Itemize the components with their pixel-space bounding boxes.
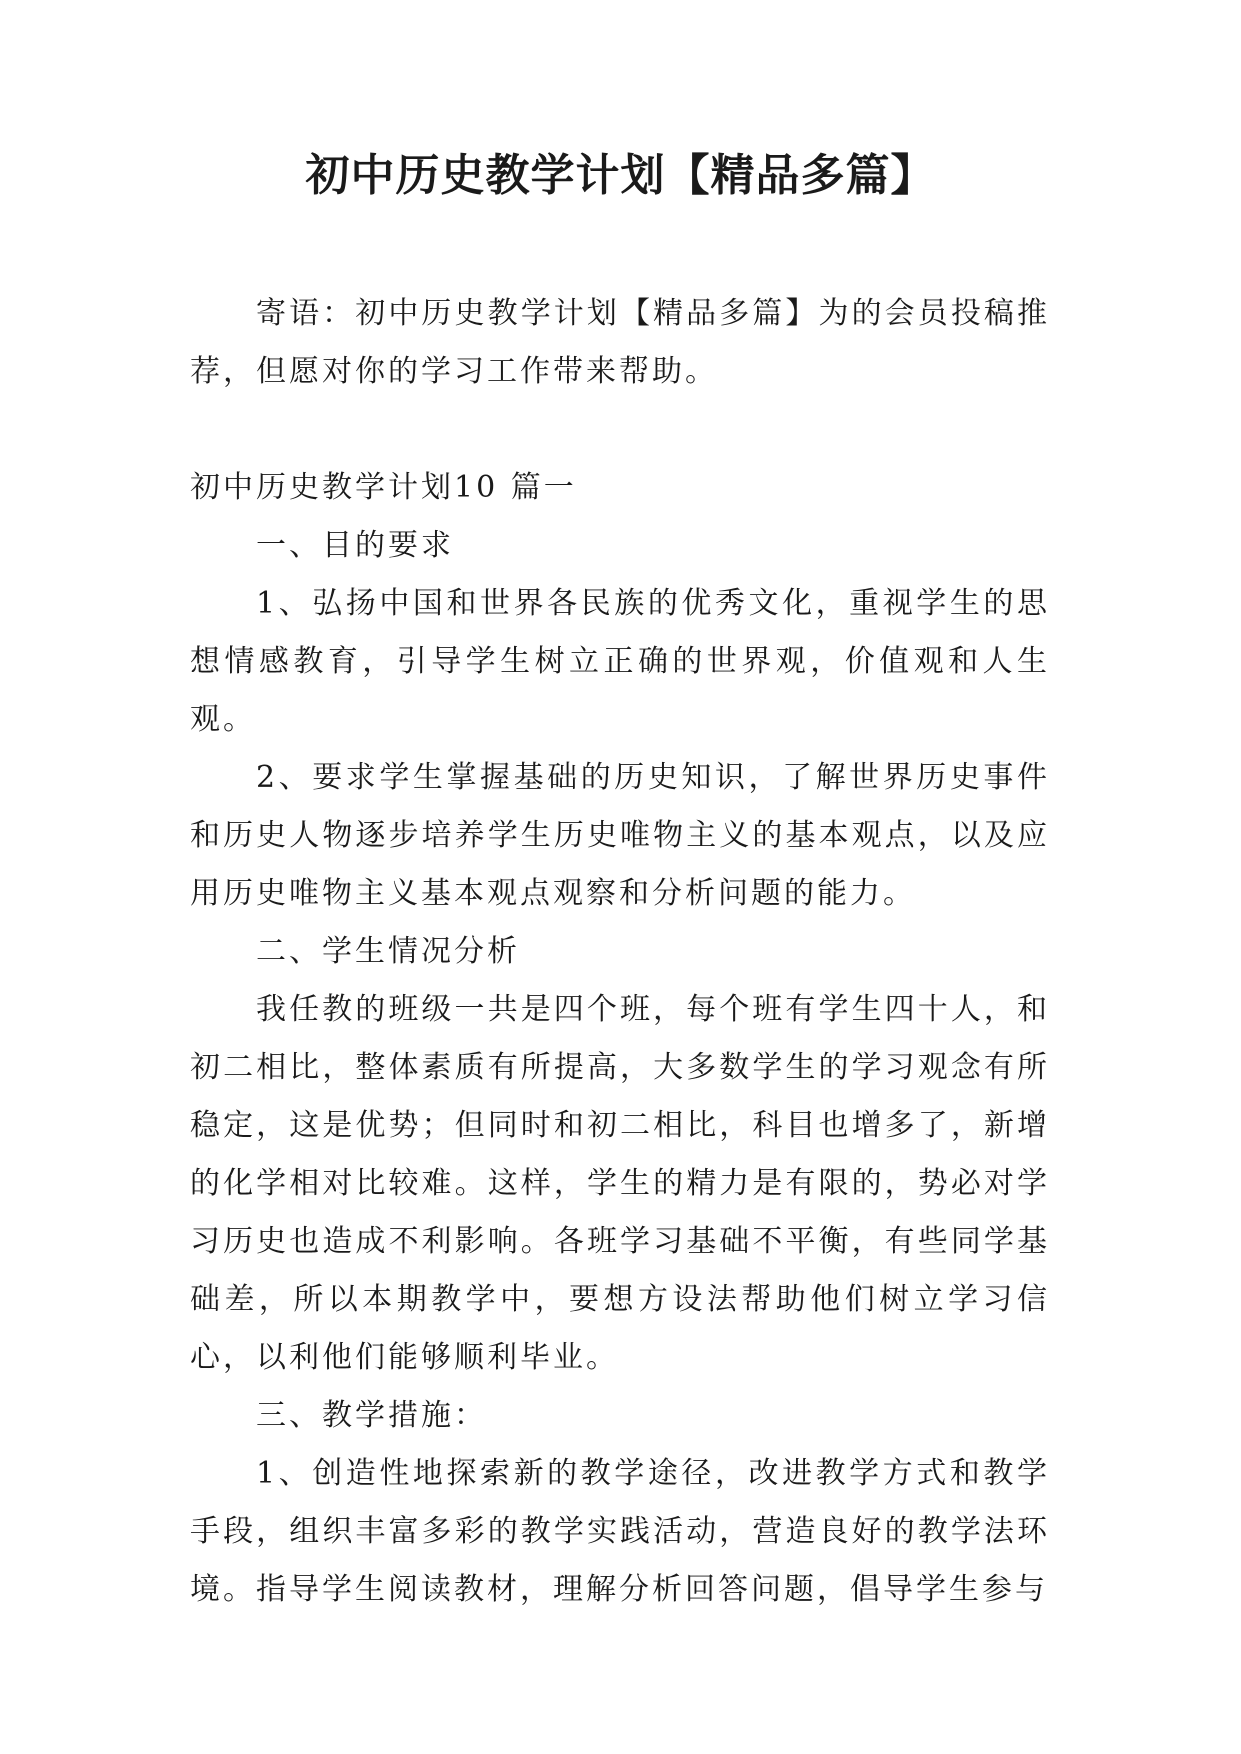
subheading-student-analysis: 二、学生情况分析: [256, 934, 520, 969]
document-body: [190, 285, 1050, 1619]
intro-paragraph: 寄语：初中历史教学计划【精品多篇】为的会员投稿推荐，但愿对你的学习工作带来帮助。: [190, 296, 1050, 389]
subheading-teaching-measures: 三、教学措施：: [256, 1398, 487, 1433]
section-heading: 初中历史教学计划10 篇一: [190, 470, 577, 505]
subheading-goals: 一、目的要求: [256, 528, 454, 563]
paragraph-goal-2: 2、要求学生掌握基础的历史知识，了解世界历史事件和历史人物逐步培养学生历史唯物主义的基本观点，以及应用历史唯物主义基本观点观察和分析问题的能力。: [190, 760, 1050, 911]
paragraph-goal-1: 1、弘扬中国和世界各民族的优秀文化，重视学生的思想情感教育，引导学生树立正确的世界观，价值观和人生观。: [190, 586, 1050, 737]
paragraph-student-analysis: 我任教的班级一共是四个班，每个班有学生四十人，和初二相比，整体素质有所提高，大多数学生的学习观念有所稳定，这是优势；但同时和初二相比，科目也增多了，新增的化学相对比较难。这样，学生的精力是有限的，势必对学习历史也造成不利影响。各班学习基础不平衡，有些同学基础差，所以本期教学中，要想方设法帮助他们树立学习信心，以利他们能够顺利毕业。: [190, 992, 1050, 1375]
paragraph-measure-1: 1、创造性地探索新的教学途径，改进教学方式和教学手段，组织丰富多彩的教学实践活动，营造良好的教学法环境。指导学生阅读教材，理解分析回答问题，倡导学生参与: [190, 1456, 1050, 1607]
document-title: 初中历史教学计划【精品多篇】: [305, 150, 936, 201]
